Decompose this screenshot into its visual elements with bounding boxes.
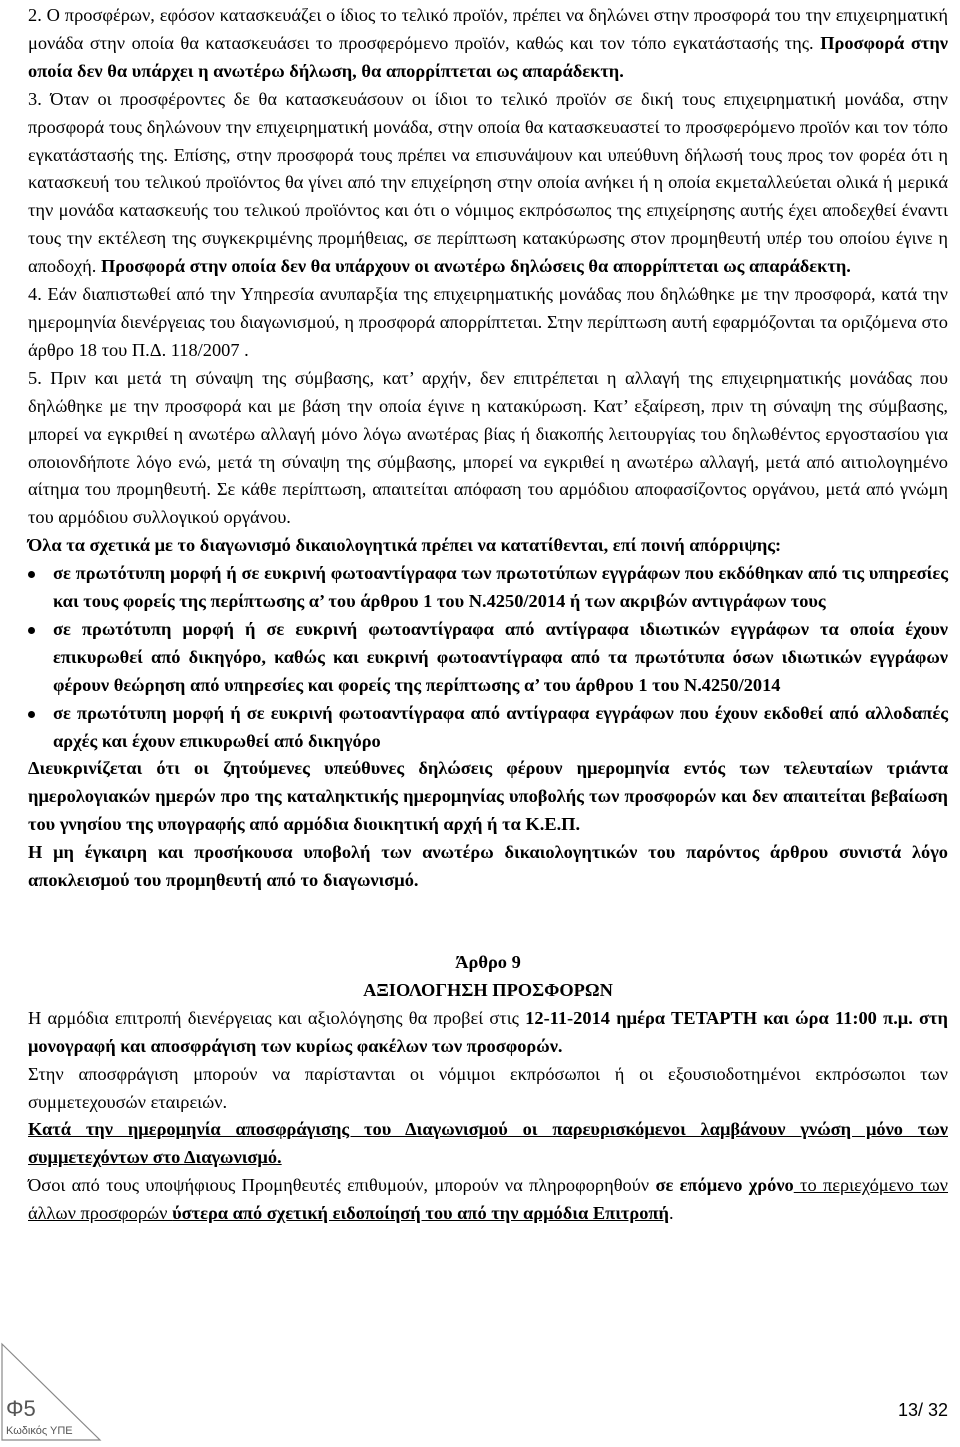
knowledge-paragraph: Κατά την ημερομηνία αποσφράγισης του Διαγωνισμού οι παρευρισκόμενοι λαμβάνουν γνώση μόνο των συμμετεχόντων στο Διαγωνισμό. [28, 1119, 948, 1168]
bullet-icon [28, 571, 35, 578]
candidates-text-2: το περιεχόμενο των άλλων προσφορών [28, 1175, 949, 1224]
paragraph-3-bold: Προσφορά στην οποία δεν θα υπάρχουν οι ανωτέρω δηλώσεις θα απορρίπτεται ως απαράδεκτη. [100, 256, 851, 277]
candidates-bold-1: σε επόμενο χρόνο [655, 1175, 794, 1196]
page-number: 13/ 32 [897, 1400, 948, 1420]
spacer [28, 895, 948, 949]
paragraph-2 [28, 2, 948, 86]
candidates-paragraph [28, 1172, 948, 1228]
documents-list-item-text: σε πρωτότυπη μορφή ή σε ευκρινή φωτοαντίγραφα των πρωτοτύπων εγγράφων που εκδόθηκαν από τις υπηρεσίες και τους φορείς της περίπτωσης α’ του άρθρου 1 του Ν.4250/2014 ή των ακριβών αντιγράφων τους [53, 563, 948, 612]
logo-subtitle: Κωδικός ΥΠΕ [6, 1425, 73, 1437]
footer-logo [0, 1342, 110, 1442]
paragraph-2-text: 2. Ο προσφέρων, εφόσον κατασκευάζει ο ίδιος το τελικό προϊόν, πρέπει να δηλώνει στην προσφορά του την επιχειρηματική μονάδα στην οποία θα κατασκευάσει το προσφερόμενο προϊόν, καθώς και τον τόπο εγκατάστασής της. [28, 5, 948, 53]
evaluation-bold: 12-11-2014 ημέρα ΤΕΤΑΡΤΗ και ώρα 11:00 π.μ. στη μονογραφή και αποσφράγιση των κυρίως φακέλων των προσφορών. [28, 1007, 948, 1056]
paragraph-5: 5. Πριν και μετά τη σύναψη της σύμβασης, κατ’ αρχήν, δεν επιτρέπεται η αλλαγή της επιχειρηματικής μονάδας που δηλώθηκε με την προσφορά και με βάση την οποία έγινε η κατακύρωση. Κατ’ εξαίρεση, πριν τη σύναψη της σύμβασης, μπορεί να εγκριθεί η ανωτέρω αλλαγή μόνο λόγω ανωτέρας βίας ή διακοπής λειτουργίας του δηλωθέντος εργοστασίου για οποιονδήποτε λόγο ενώ, μετά τη σύναψη της σύμβασης, μπορεί να εγκριθεί η ανωτέρω αλλαγή, μετά από αιτιολογημένο αίτημα του προμηθευτή. Σε κάθε περίπτωση, απαιτείται απόφαση του αρμόδιου αποφασίζοντος οργάνου, μετά από γνώμη του αρμόδιου συλλογικού οργάνου. [28, 367, 948, 528]
documents-list-item [28, 700, 948, 756]
document-page [28, 2, 948, 1228]
documents-list [28, 560, 948, 755]
documents-list-item-text: σε πρωτότυπη μορφή ή σε ευκρινή φωτοαντίγραφα από αντίγραφα εγγράφων που έχουν εκδοθεί από αλλοδαπές αρχές και έχουν επικυρωθεί από δικηγόρο [53, 702, 948, 751]
documents-list-item-text: σε πρωτότυπη μορφή ή σε ευκρινή φωτοαντίγραφα από αντίγραφα ιδιωτικών εγγράφων τα οποία έχουν επικυρωθεί από δικηγόρο, καθώς και ευκρινή φωτοαντίγραφα από τα πρωτότυπα όσων ιδιωτικών εγγράφων φέρουν θεώρηση από υπηρεσίες και φορείς της περίπτωσης α’ του άρθρου 1 του Ν.4250/2014 [53, 618, 948, 695]
candidates-text-1: Όσοι από τους υποψήφιους Προμηθευτές επιθυμούν, μπορούν να πληροφορηθούν [28, 1175, 656, 1196]
exclusion-paragraph: Η μη έγκαιρη και προσήκουσα υποβολή των ανωτέρω δικαιολογητικών του παρόντος άρθρου συνιστά λόγο αποκλεισμού του προμηθευτή από το διαγωνισμό. [28, 842, 948, 891]
documents-list-item [28, 560, 948, 616]
documents-list-item [28, 616, 948, 700]
paragraph-2-bold: Προσφορά στην οποία δεν θα υπάρχει η ανωτέρω δήλωση, θα απορρίπτεται ως απαράδεκτη. [28, 32, 948, 81]
evaluation-text: Η αρμόδια επιτροπή διενέργειας και αξιολόγησης θα προβεί στις [28, 1007, 526, 1028]
bullet-icon [28, 627, 35, 634]
candidates-end: . [668, 1203, 674, 1224]
paragraph-3 [28, 86, 948, 281]
documents-heading: Όλα τα σχετικά με το διαγωνισμό δικαιολογητικά πρέπει να κατατίθενται, επί ποινή απόρριψης: [28, 535, 782, 556]
paragraph-3-text: 3. Όταν οι προσφέροντες δε θα κατασκευάσουν οι ίδιοι το τελικό προϊόν σε δική τους επιχειρηματική μονάδα, στην προσφορά τους δηλώνουν την επιχειρηματική μονάδα, στην οποία θα κατασκευαστεί το προσφερόμενο προϊόν και τον τόπο εγκατάστασής της. Επίσης, στην προσφορά τους πρέπει να επισυνάψουν και υπεύθυνη δήλωσή τους προς τον φορέα ότι η κατασκευή του τελικού προϊόντος θα γίνει από την επιχείρηση στην οποία ανήκει ή η οποία εκμεταλλεύεται ολικά ή μερικά την μονάδα κατασκευής του τελικού προϊόντος και ότι ο νόμιμος εκπρόσωπος της επιχείρησης αυτής έχει αποδεχθεί έναντι τους την εκτέλεση της συγκεκριμένης προμήθειας, σε περίπτωση κατακύρωσης στον προμηθευτή υπέρ του οποίου έγινε η αποδοχή. [28, 88, 948, 277]
candidates-bold-2: ύστερα από σχετική ειδοποίησή του από την αρμόδια Επιτροπή [172, 1203, 669, 1224]
bullet-icon [28, 711, 35, 718]
evaluation-paragraph [28, 1005, 948, 1061]
article-number: Άρθρο 9 [455, 952, 521, 972]
article-title: ΑΞΙΟΛΟΓΗΣΗ ΠΡΟΣΦΟΡΩΝ [363, 979, 613, 1000]
clarification-paragraph: Διευκρινίζεται ότι οι ζητούμενες υπεύθυνες δηλώσεις φέρουν ημερομηνία εντός των τελευταίων τριάντα ημερολογιακών ημερών προ της καταληκτικής ημερομηνίας υποβολής των προσφορών και δεν απαιτείται βεβαίωση του γνησίου της υπογραφής από αρμόδια διοικητική αρχή ή τα Κ.Ε.Π. [28, 758, 948, 835]
paragraph-4: 4. Εάν διαπιστωθεί από την Υπηρεσία ανυπαρξία της επιχειρηματικής μονάδας που δηλώθηκε με την προσφορά, κατά την ημερομηνία διενέργειας του διαγωνισμού, η προσφορά απορρίπτεται. Στην περίπτωση αυτή εφαρμόζονται τα οριζόμενα στο άρθρο 18 του Π.Δ. 118/2007 . [28, 284, 948, 360]
logo-label: Φ5 [6, 1396, 36, 1421]
unsealing-paragraph: Στην αποσφράγιση μπορούν να παρίστανται οι νόμιμοι εκπρόσωποι ή οι εξουσιοδοτημένοι εκπρόσωποι των συμμετεχουσών εταιρειών. [28, 1063, 948, 1112]
